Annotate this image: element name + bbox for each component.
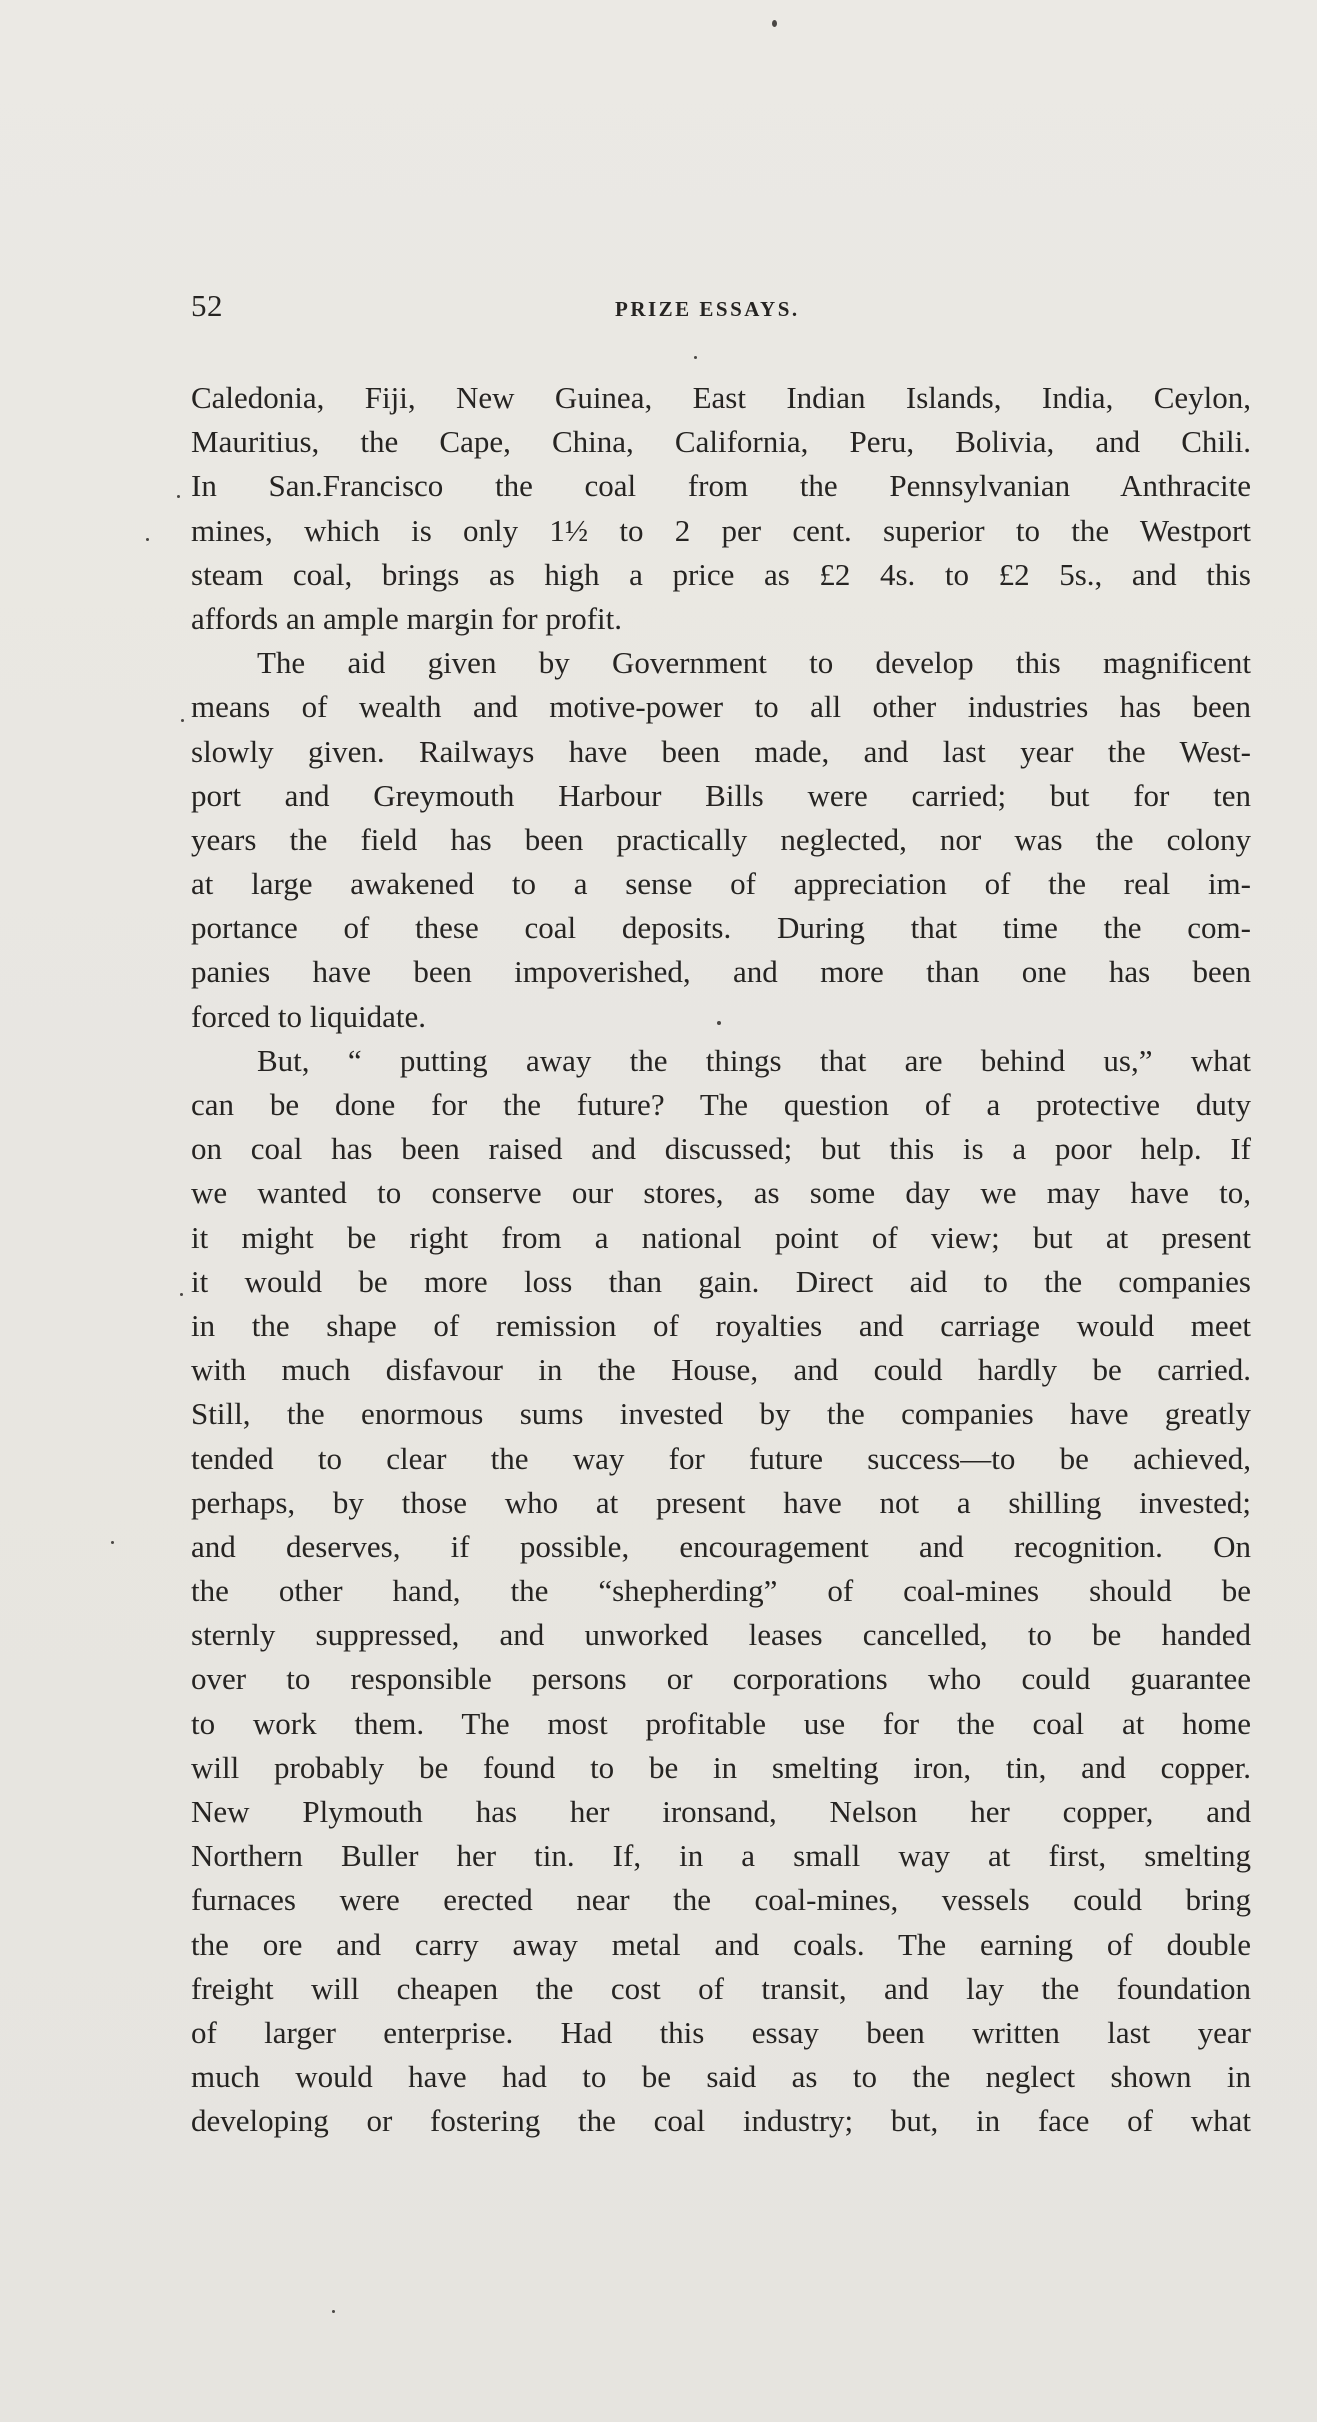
text-line: the other hand, the “shepherding” of coal-mines should be	[191, 1573, 1251, 1609]
text-line: it might be right from a national point of view; but at present	[191, 1219, 1251, 1255]
text-line: affords an ample margin for profit.	[191, 600, 623, 636]
text-line: in the shape of remission of royalties and carriage would meet	[191, 1307, 1251, 1343]
text-line: steam coal, brings as high a price as £2 4s. to £2 5s., and this	[191, 556, 1251, 592]
text-line: slowly given. Railways have been made, and last year the West-	[191, 733, 1251, 769]
text-line: mines, which is only 1½ to 2 per cent. superior to the Westport	[191, 512, 1251, 548]
paper-speck	[111, 1541, 114, 1544]
text-line: In San.Francisco the coal from the Pennsylvanian Anthracite	[191, 468, 1251, 504]
paper-speck	[146, 538, 149, 541]
text-line: sternly suppressed, and unworked leases cancelled, to be handed	[191, 1617, 1251, 1653]
text-line: to work them. The most profitable use for the coal at home	[191, 1705, 1251, 1741]
text-line: at large awakened to a sense of appreciation of the real im-	[191, 866, 1251, 902]
body-text	[191, 376, 1251, 2144]
paper-speck	[694, 356, 697, 359]
text-line: it would be more loss than gain. Direct aid to the companies	[191, 1263, 1251, 1299]
text-line: forced to liquidate.	[191, 998, 426, 1034]
paper-speck	[181, 719, 184, 722]
text-line: tended to clear the way for future success—to be achieved,	[191, 1440, 1251, 1476]
text-line: will probably be found to be in smelting iron, tin, and copper.	[191, 1749, 1251, 1785]
text-line: Still, the enormous sums invested by the companies have greatly	[191, 1396, 1251, 1432]
paper-speck	[180, 1293, 183, 1296]
text-line: on coal has been raised and discussed; but this is a poor help. If	[191, 1131, 1251, 1167]
text-line: and deserves, if possible, encouragement and recognition. On	[191, 1528, 1251, 1564]
text-line: port and Greymouth Harbour Bills were carried; but for ten	[191, 777, 1251, 813]
text-line: over to responsible persons or corporations who could guarantee	[191, 1661, 1251, 1697]
text-line: The aid given by Government to develop this magnificent	[257, 645, 1251, 681]
text-line: years the field has been practically neglected, nor was the colony	[191, 821, 1251, 857]
text-line: perhaps, by those who at present have not a shilling invested;	[191, 1484, 1251, 1520]
page-number: 52	[191, 288, 223, 323]
text-line: Mauritius, the Cape, China, California, Peru, Bolivia, and Chili.	[191, 424, 1251, 460]
text-line: developing or fostering the coal industry; but, in face of what	[191, 2103, 1251, 2139]
text-line: Caledonia, Fiji, New Guinea, East Indian Islands, India, Ceylon,	[191, 380, 1251, 415]
text-line: But, “ putting away the things that are behind us,” what	[257, 1042, 1251, 1078]
text-line: much would have had to be said as to the neglect shown in	[191, 2059, 1251, 2095]
running-head: PRIZE ESSAYS.	[615, 297, 800, 321]
text-line: the ore and carry away metal and coals. The earning of double	[191, 1926, 1251, 1962]
text-line: New Plymouth has her ironsand, Nelson her copper, and	[191, 1794, 1251, 1829]
text-line: of larger enterprise. Had this essay been written last year	[191, 2014, 1251, 2050]
paper-speck	[717, 1021, 721, 1025]
text-line: freight will cheapen the cost of transit, and lay the foundation	[191, 1970, 1251, 2006]
text-line: furnaces were erected near the coal-mines, vessels could bring	[191, 1882, 1251, 1918]
text-line: panies have been impoverished, and more than one has been	[191, 954, 1251, 990]
text-line: we wanted to conserve our stores, as some day we may have to,	[191, 1175, 1251, 1211]
text-line: means of wealth and motive-power to all other industries has been	[191, 689, 1251, 725]
paper-speck	[177, 495, 180, 498]
text-line: Northern Buller her tin. If, in a small way at first, smelting	[191, 1838, 1251, 1874]
page-header	[191, 288, 1251, 328]
text-line: with much disfavour in the House, and could hardly be carried.	[191, 1352, 1251, 1388]
text-line: portance of these coal deposits. During that time the com-	[191, 910, 1251, 946]
paper-speck	[772, 20, 777, 27]
text-line: can be done for the future? The question of a protective duty	[191, 1087, 1251, 1122]
paper-speck	[332, 2310, 335, 2313]
